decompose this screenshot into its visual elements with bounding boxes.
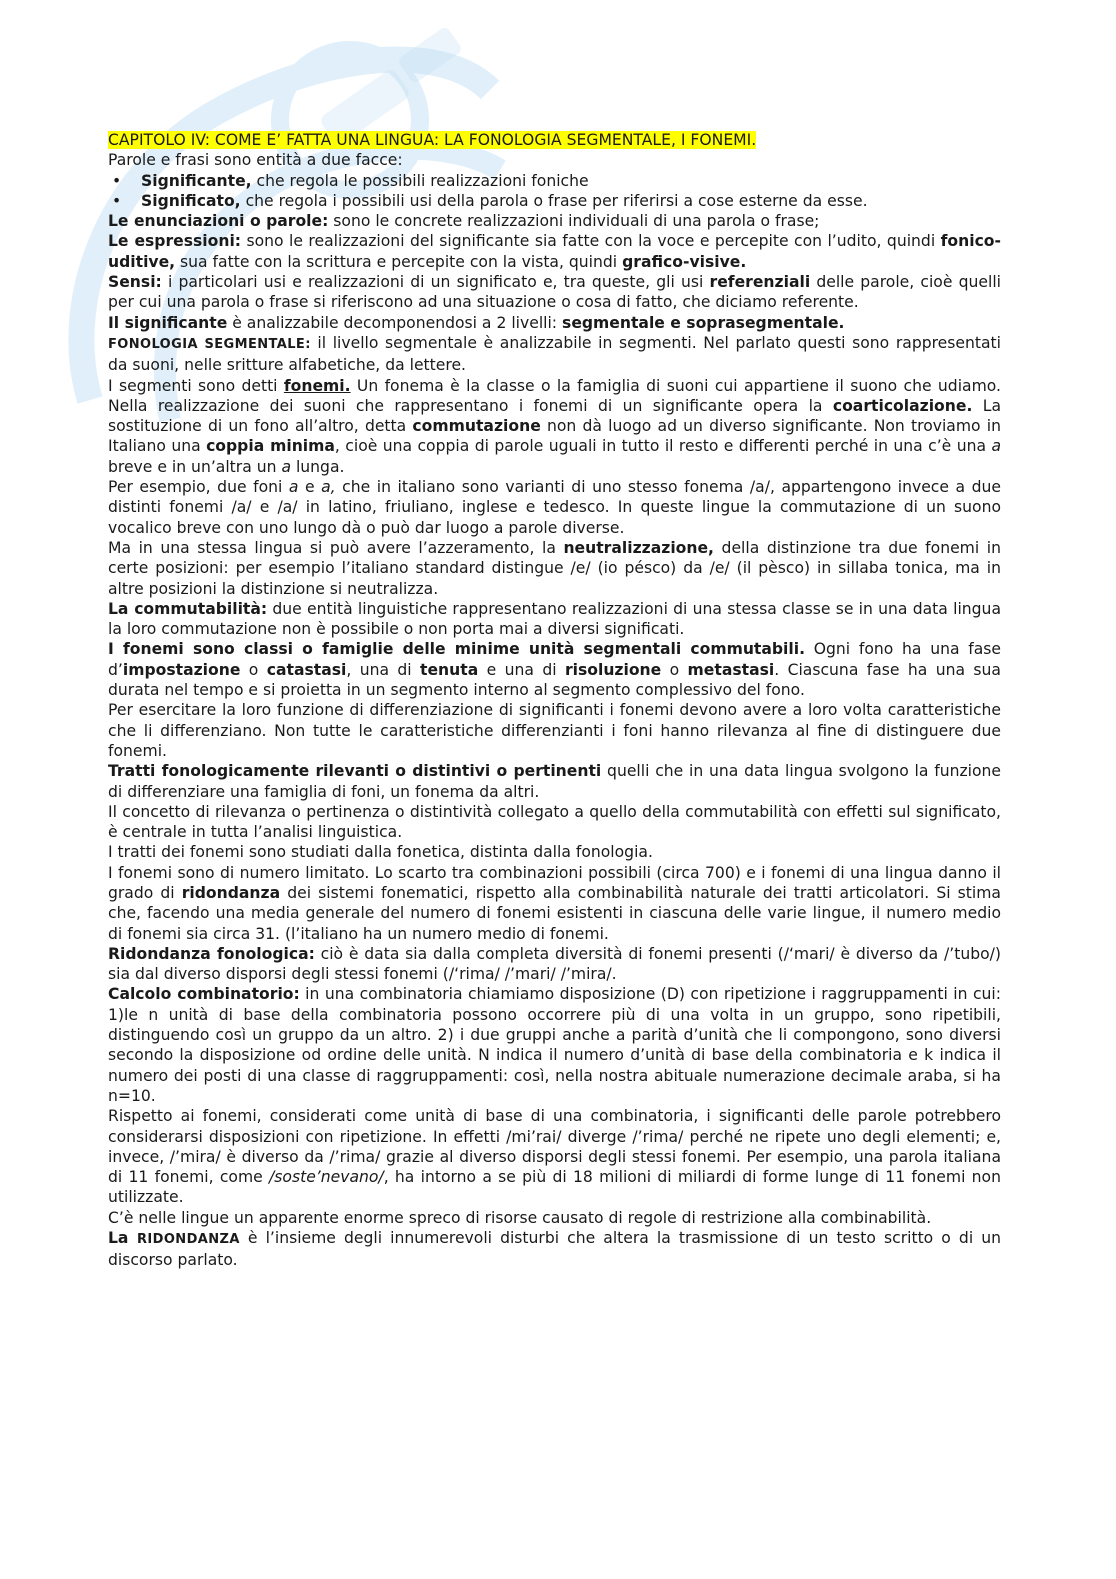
paragraph-ridondanza: La RIDONDANZA è l’insieme degli innumerevoli disturbi che altera la trasmissione di un testo scritto o di un discorso parlato.	[108, 1229, 1001, 1270]
paragraph-calcolo: Calcolo combinatorio: in una combinatoria chiamiamo disposizione (D) con ripetizione i raggruppamenti in cui: 1)le n unità di base della combinatoria possono occorrere più di una volta in un gruppo, sono ripetibili, distinguendo così un gruppo da un altro. 2) i due gruppi anche a parità d’unità che li compongono, sono diversi secondo la disposizione od ordine delle unità. N indica il numero d’unità di base della combinatoria e k indica il numero dei posti di una classe di raggruppamenti: così, nella nostra abituale numerazione decimale araba, si ha n=10.	[108, 985, 1001, 1105]
paragraph-significante: Il significante è analizzabile decomponendosi a 2 livelli: segmentale e soprasegmentale.	[108, 313, 845, 332]
paragraph-enunciazioni: Le enunciazioni o parole: sono le concrete realizzazioni individuali di una parola o frase;	[108, 212, 820, 231]
paragraph-tratti: Tratti fonologicamente rilevanti o distintivi o pertinenti quelli che in una data lingua svolgono la funzione di differenziare una famiglia di foni, un fonema da altri.	[108, 762, 1001, 801]
chapter-title: CAPITOLO IV: COME E’ FATTA UNA LINGUA: LA FONOLOGIA SEGMENTALE, I FONEMI.	[108, 131, 757, 149]
paragraph-classi: I fonemi sono classi o famiglie delle minime unità segmentali commutabili. Ogni fono ha una fase d’impostazione o catastasi, una di tenuta e una di risoluzione o metastasi. Ciascuna fase ha una sua durata nel tempo e si proietta in un segmento interno al segmento complessivo del fono.	[108, 640, 1001, 700]
paragraph-esempio: Per esempio, due foni a e a, che in italiano sono varianti di uno stesso fonema /a/, appartengono invece a due distinti fonemi /a/ e /a/ in latino, friuliano, inglese e tedesco. In queste lingue la commutazione di un suono vocalico breve con uno lungo dà o può dar luogo a parole diverse.	[108, 478, 1001, 537]
paragraph-ridondanza-fonologica: Ridondanza fonologica: ciò è data sia dalla completa diversità di fonemi presenti (/‘mari/ è diverso da /’tubo/) sia dal diverso disporsi degli stessi fonemi (/‘rima/ /’mari/ /’mira/.	[108, 944, 1001, 984]
paragraph-fonetica: I tratti dei fonemi sono studiati dalla fonetica, distinta dalla fonologia.	[108, 843, 653, 862]
paragraph-rilevanza: Il concetto di rilevanza o pertinenza o distintività collegato a quello della commutabilità con effetti sul significato, è centrale in tutta l’analisi linguistica.	[108, 802, 1001, 842]
paragraph-neutralizzazione: Ma in una stessa lingua si può avere l’azzeramento, la neutralizzazione, della distinzione tra due fonemi in certe posizioni: per esempio l’italiano standard distingue /e/ (io pésco) da /e/ (il pèsco) in sillaba tonica, ma in altre posizioni la distinzione si neutralizza.	[108, 538, 1001, 598]
paragraph-spreco: C’è nelle lingue un apparente enorme spreco di risorse causato di regole di restrizione alla combinabilità.	[108, 1208, 932, 1227]
paragraph-fonologia: FONOLOGIA SEGMENTALE: il livello segmentale è analizzabile in segmenti. Nel parlato questi sono rappresentati da suoni, nelle sritture alfabetiche, da lettere.	[108, 333, 1001, 375]
paragraph-numero: I fonemi sono di numero limitato. Lo scarto tra combinazioni possibili (circa 700) e i fonemi di una lingua danno il grado di ridondanza dei sistemi fonematici, rispetto alla combinabilità naturale dei tratti articolatori. Si stima che, facendo una media generale del numero di fonemi esistenti in ciascuna delle varie lingue, il numero medio di fonemi sia circa 31. (l’italiano ha un numero medio di fonemi.	[108, 863, 1001, 943]
paragraph-rispetto: Rispetto ai fonemi, considerati come unità di base di una combinatoria, i significanti delle parole potrebbero considerarsi disposizioni con ripetizione. In effetti /mi’rai/ diverge /’rima/ perché ne ripete uno degli elementi; e, invece, /’mira/ è diverso da /’rima/ grazie al diverso disporsi degli stessi fonemi. Per esempio, una parola italiana di 11 fonemi, come /soste’nevano/, ha intorno a se più di 18 milioni di miliardi di forme lunge di 11 fonemi non utilizzate.	[108, 1107, 1001, 1207]
paragraph-fonemi: I segmenti sono detti fonemi. Un fonema è la classe o la famiglia di suoni cui appartiene il suono che udiamo. Nella realizzazione dei suoni che rappresentano i fonemi di un significante opera la coarticolazione. La sostituzione di un fono all’altro, detta commutazione non dà luogo ad un diverso significante. Non troviamo in Italiano una coppia minima, cioè una coppia di parole uguali in tutto il resto e differenti perché in una c’è una a breve e in un’altra un a lunga.	[108, 376, 1001, 476]
bullet-list	[108, 171, 1001, 212]
document-body	[108, 130, 1001, 1271]
paragraph-commutabilita: La commutabilità: due entità linguistiche rappresentano realizzazioni di una stessa classe se in una data lingua la loro commutazione non è possibile o non porta mai a diversi significati.	[108, 599, 1001, 639]
paragraph-sensi: Sensi: i particolari usi e realizzazioni di un significato e, tra queste, gli usi referenziali delle parole, cioè quelli per cui una parola o frase si riferiscono ad una situazione o cosa di fatto, che diciamo referente.	[108, 273, 1001, 312]
intro-line: Parole e frasi sono entità a due facce:	[108, 151, 403, 170]
list-item: • Significante, che regola le possibili realizzazioni foniche	[108, 171, 1001, 191]
list-item: • Significato, che regola i possibili usi della parola o frase per riferirsi a cose esterne da esse.	[108, 191, 1001, 211]
paragraph-espressioni: Le espressioni: sono le realizzazioni del significante sia fatte con la voce e percepite con l’udito, quindi fonico-uditive, sua fatte con la scrittura e percepite con la vista, quindi grafico-visive.	[108, 232, 1001, 271]
paragraph-esercitare: Per esercitare la loro funzione di differenziazione di significanti i fonemi devono avere a loro volta caratteristiche che li differenziano. Non tutte le caratteristiche differenzianti i foni hanno rilevanza al fine di distinguere due fonemi.	[108, 701, 1001, 760]
